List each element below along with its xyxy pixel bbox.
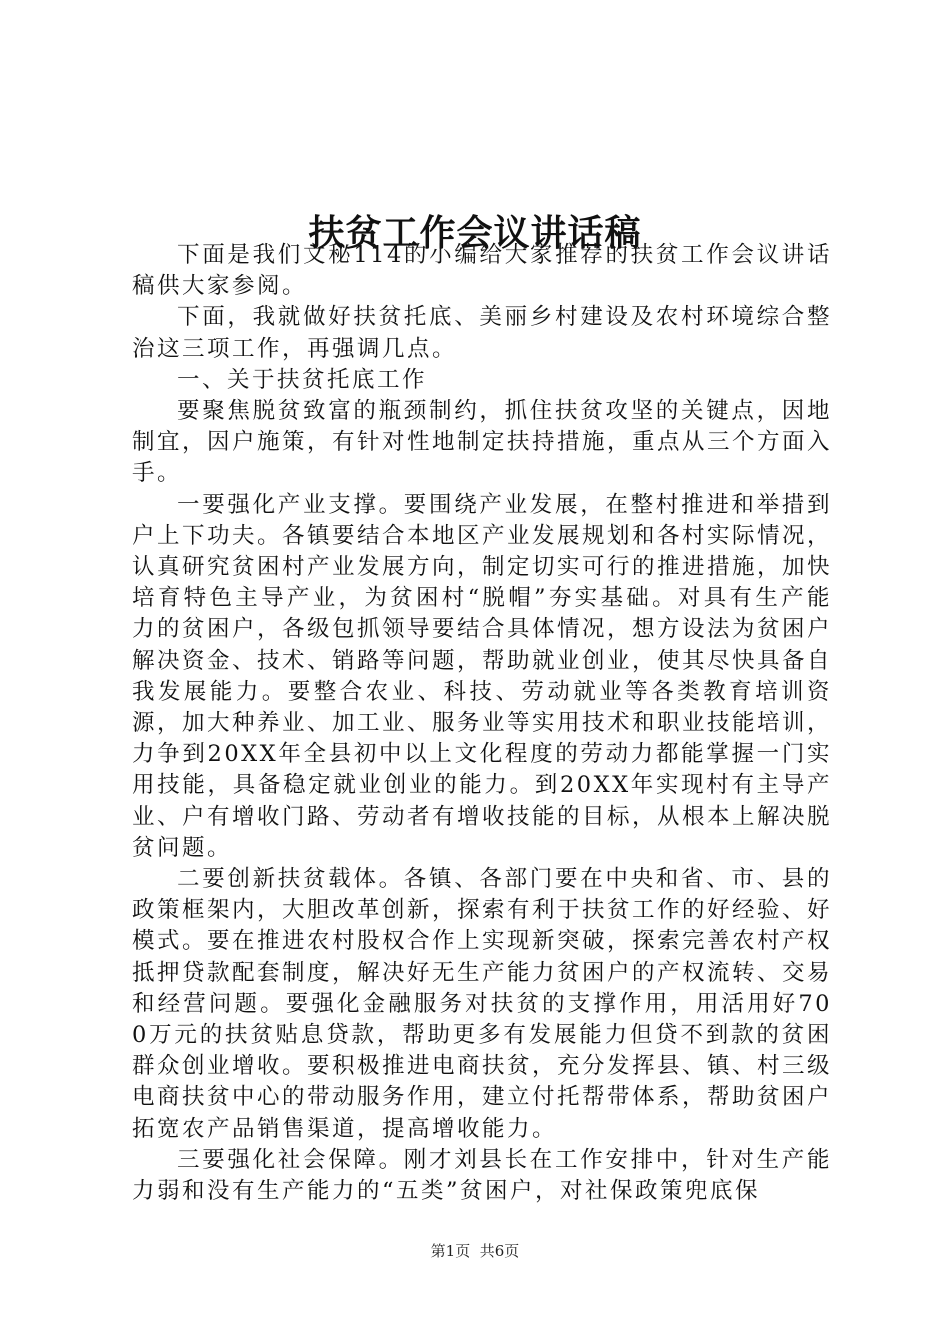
paragraph-focus: 要聚焦脱贫致富的瓶颈制约，抓住扶贫攻坚的关键点，因地制宜，因户施策，有针对性地制定扶持措施，重点从三个方面入手。 xyxy=(132,398,833,487)
page-total: 共6页 xyxy=(479,1242,520,1260)
document-body xyxy=(132,240,832,1207)
paragraph-intro: 下面是我们文秘114的小编给大家推荐的扶贫工作会议讲话稿供大家参阅。 xyxy=(132,242,832,300)
paragraph-industry-support: 一要强化产业支撑。要围绕产业发展，在整村推进和举措到户上下功夫。各镇要结合本地区产业发展规划和各村实际情况，认真研究贫困村产业发展方向，制定切实可行的推进措施，加快培育特色主导产业，为贫困村“脱帽”夯实基础。对具有生产能力的贫困户，各级包抓领导要结合具体情况，想方设法为贫困户解决资金、技术、销路等问题，帮助就业创业，使其尽快具备自我发展能力。要整合农业、科技、劳动就业等各类教育培训资源，加大种养业、加工业、服务业等实用技术和职业技能培训，力争到20XX年全县初中以上文化程度的劳动力都能掌握一门实用技能，具备稳定就业创业的能力。到20XX年实现村有主导产业、户有增收门路、劳动者有增收技能的目标，从根本上解决脱贫问题。 xyxy=(132,491,833,861)
paragraph-innovation: 二要创新扶贫载体。各镇、各部门要在中央和省、市、县的政策框架内，大胆改革创新，探索有利于扶贫工作的好经验、好模式。要在推进农村股权合作上实现新突破，探索完善农村产权抵押贷款配套制度，解决好无生产能力贫困户的产权流转、交易和经营问题。要强化金融服务对扶贫的支撑作用，用活用好700万元的扶贫贴息贷款，帮助更多有发展能力但贷不到款的贫困群众创业增收。要积极推进电商扶贫，充分发挥县、镇、村三级电商扶贫中心的带动服务作用，建立付托帮带体系，帮助贫困户拓宽农产品销售渠道，提高增收能力。 xyxy=(132,866,833,1142)
paragraph-overview: 下面，我就做好扶贫托底、美丽乡村建设及农村环境综合整治这三项工作，再强调几点。 xyxy=(132,304,832,362)
document-title: 扶贫工作会议讲话稿 xyxy=(308,213,642,255)
page-footer xyxy=(0,1240,950,1262)
section-heading: 一、关于扶贫托底工作 xyxy=(177,366,428,393)
page-number: 第1页 xyxy=(430,1242,471,1260)
paragraph-social-security: 三要强化社会保障。刚才刘县长在工作安排中，针对生产能力弱和没有生产能力的“五类”贫困户，对社保政策兜底保 xyxy=(132,1146,832,1205)
